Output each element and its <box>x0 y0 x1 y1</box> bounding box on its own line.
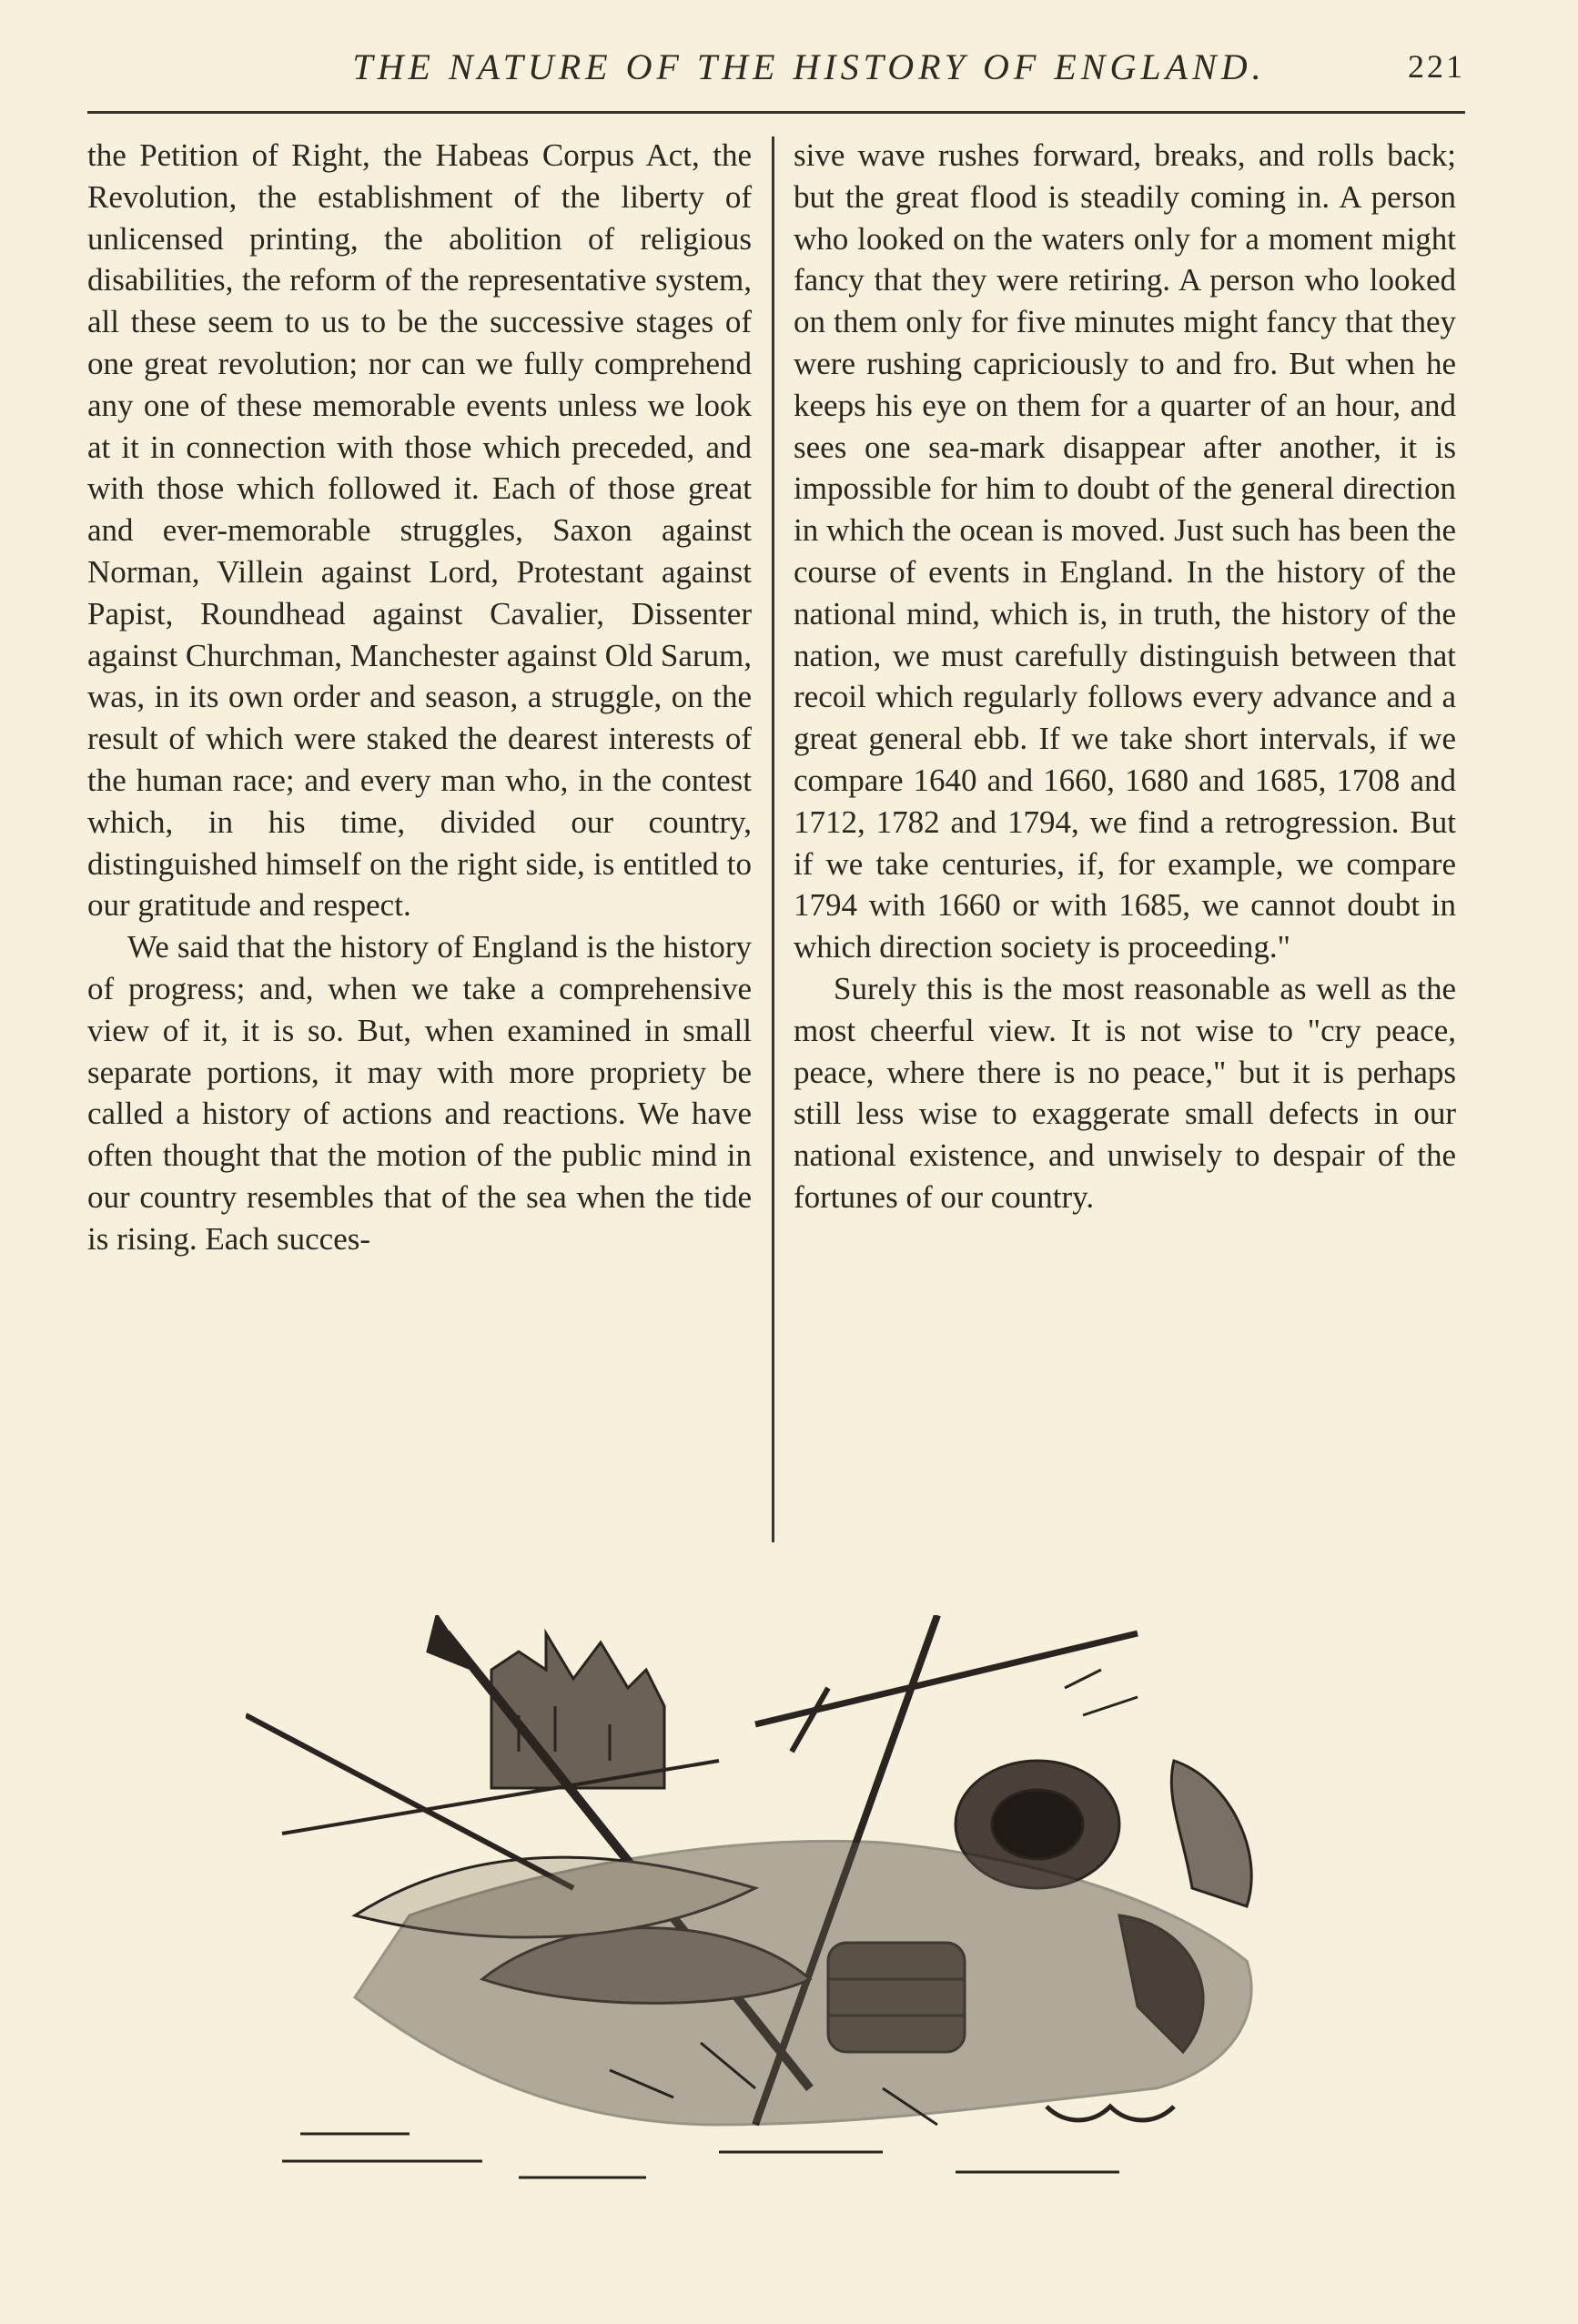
right-column <box>794 135 1456 1554</box>
column-divider <box>772 136 774 1542</box>
paragraph: We said that the history of England is the history of progress; and, when we take a comprehensive view of it, it is so. But, when examined in small separate portions, it may with more propriety be called a history of actions and reactions. We have often thought that the motion of the public mind in our country resembles that of the sea when the tide is rising. Each succes- <box>87 929 752 1257</box>
header-rule <box>87 111 1465 114</box>
left-column <box>87 135 752 1554</box>
page-number: 221 <box>1408 48 1465 85</box>
engraving-icon <box>246 1615 1320 2198</box>
paragraph: Surely this is the most reasonable as well as the most cheerful view. It is not wise to "cry peace, peace, where there is no peace," but it is perhaps still less wise to exaggerate small defects in our national existence, and unwisely to despair of the fortunes of our country. <box>794 970 1456 1215</box>
running-title: THE NATURE OF THE HISTORY OF ENGLAND. <box>352 46 1266 87</box>
paragraph: sive wave rushes forward, breaks, and rolls back; but the great flood is steadily coming in. A person who looked on the waters only for a moment might fancy that they were retiring. A person who looked on them only for five minutes might fancy that they were rushing capriciously to and fro. But when he keeps his eye on them for a quarter of an hour, and sees one sea-mark disappear after another, it is impossible for him to doubt of the general direction in which the ocean is moved. Just such has been the course of events in England. In the history of the national mind, which is, in truth, the history of the nation, we must carefully distinguish between that recoil which regularly follows every advance and a great general ebb. If we take short intervals, if we compare 1640 and 1660, 1680 and 1685, 1708 and 1712, 1782 and 1794, we find a retrogression. But if we take centuries, if, for example, we compare 1794 with 1660 or with 1685, we cannot doubt in which direction society is proceeding." <box>794 137 1456 965</box>
paragraph: the Petition of Right, the Habeas Corpus Act, the Revolution, the establishment of the liberty of unlicensed printing, the abolition of religious disabilities, the reform of the representative system, all these seem to us to be the successive stages of one great revolution; nor can we fully comprehend any one of these memorable events unless we look at it in connection with those which preceded, and with those which followed it. Each of those great and ever-memorable struggles, Saxon against Norman, Villein against Lord, Protestant against Papist, Roundhead against Cavalier, Dissenter against Churchman, Manchester against Old Sarum, was, in its own order and season, a struggle, on the result of which were staked the dearest interests of the human race; and every man who, in the contest which, in his time, divided our country, distinguished himself on the right side, is entitled to our gratitude and respect. <box>87 137 752 924</box>
running-header <box>86 40 1465 109</box>
